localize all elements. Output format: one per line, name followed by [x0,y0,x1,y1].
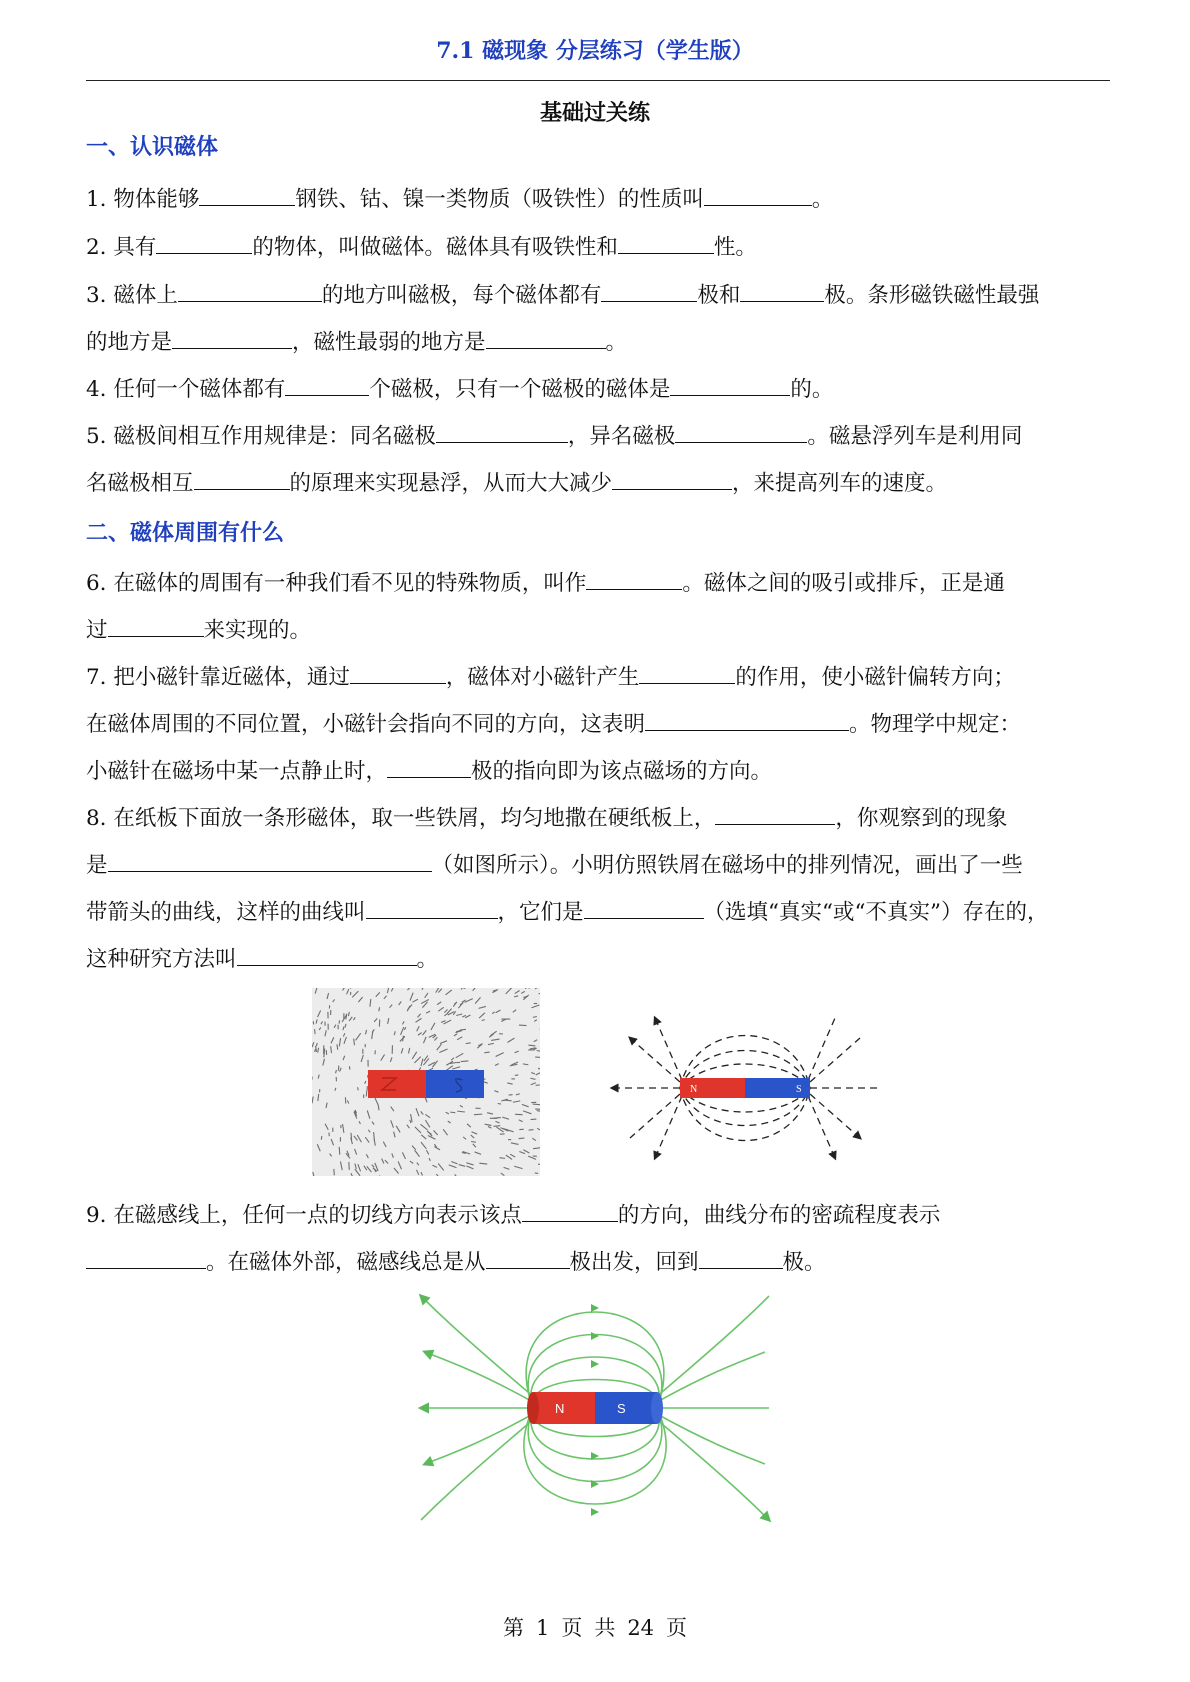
iron-filing [498,1103,501,1104]
iron-filing [493,1126,500,1127]
question-7-cont: 在磁体周围的不同位置，小磁针会指向不同的方向，这表明 。物理学中规定： [86,701,1110,748]
iron-filing [482,1020,485,1021]
question-8-cont: 是 （如图所示）。小明仿照铁屑在磁场中的排列情况，画出了一些 [86,842,1110,889]
answer-blank[interactable] [350,661,446,684]
question-2: 2. 具有 的物体，叫做磁体。磁体具有吸铁性和 性。 [86,224,1110,271]
iron-filing [529,1130,534,1131]
answer-blank[interactable] [178,279,322,302]
answer-blank[interactable] [601,279,697,302]
iron-filing [351,1133,352,1140]
question-8-cont2: 带箭头的曲线，这样的曲线叫 ，它们是 （选填“真实“或“不真实”）存在的， [86,889,1110,936]
question-5: 5. 磁极间相互作用规律是：同名磁极 ，异名磁极 。磁悬浮列车是利用同 [86,413,1110,460]
iron-filing [471,1142,476,1143]
pole-label-n: N [555,1401,565,1416]
pole-label-s: S [617,1401,626,1416]
answer-blank[interactable] [156,231,252,254]
answer-blank[interactable] [285,373,369,396]
question-7: 7. 把小磁针靠近磁体，通过 ，磁体对小磁针产生 的作用，使小磁针偏转方向； [86,654,1110,701]
answer-blank[interactable] [612,467,732,490]
iron-filing [379,1007,380,1011]
answer-blank[interactable] [699,1246,783,1269]
iron-filings-figure [312,988,540,1176]
question-6: 6. 在磁体的周围有一种我们看不见的特殊物质，叫作 。磁体之间的吸引或排斥，正是通 [86,560,1110,607]
question-9-cont: 。在磁体外部，磁感线总是从 极出发，回到 极。 [86,1239,1110,1286]
iron-filing [515,1075,518,1076]
magnet-south-half [595,1392,657,1424]
answer-blank[interactable] [199,183,295,206]
question-5-cont: 名磁极相互 的原理来实现悬浮，从而大大减少 ，来提高列车的速度。 [86,460,1110,507]
iron-filing [504,1100,512,1101]
iron-filing [493,1118,500,1119]
question-1: 1. 物体能够 钢铁、钴、镍一类物质（吸铁性）的性质叫 。 [86,176,1110,223]
iron-filing [484,1052,489,1053]
iron-filing [339,1020,340,1023]
answer-blank[interactable] [522,1199,618,1222]
iron-filing [461,1061,469,1062]
question-3: 3. 磁体上 的地方叫磁极，每个磁体都有 极和 极。条形磁铁磁性最强 [86,272,1110,319]
magnet-north-half [368,1070,426,1098]
answer-blank[interactable] [486,326,606,349]
iron-filing [450,1112,455,1113]
answer-blank[interactable] [172,326,292,349]
answer-blank[interactable] [670,373,790,396]
section-subtitle: 基础过关练 [539,100,650,126]
green-field-lines-figure [415,1290,775,1536]
iron-filing [358,1087,359,1090]
answer-blank[interactable] [387,755,471,778]
answer-blank[interactable] [486,1246,570,1269]
question-8-cont3: 这种研究方法叫 。 [86,936,1110,983]
answer-blank[interactable] [436,420,568,443]
answer-blank[interactable] [704,183,812,206]
iron-filing [533,1104,540,1105]
page-title: 7.1 磁现象 分层练习（学生版） [436,38,754,64]
question-9: 9. 在磁感线上，任何一点的切线方向表示该点 的方向，曲线分布的密疏程度表示 [86,1192,1110,1239]
section-heading-2: 二、磁体周围有什么 [86,520,285,546]
header-divider [86,80,1110,81]
answer-blank[interactable] [645,708,849,731]
magnet-south-half [426,1070,484,1098]
question-3-cont: 的地方是 ，磁性最弱的地方是 。 [86,319,1110,366]
field-lines-diagram [610,1010,880,1165]
answer-blank[interactable] [366,896,498,919]
answer-blank[interactable] [237,943,417,966]
answer-blank[interactable] [586,567,682,590]
question-7-cont2: 小磁针在磁场中某一点静止时， 极的指向即为该点磁场的方向。 [86,748,1110,795]
answer-blank[interactable] [715,802,835,825]
question-6-cont: 过 来实现的。 [86,607,1110,654]
iron-filing [337,1044,338,1049]
iron-filing [339,1147,340,1155]
pole-label-s: S [796,1084,802,1095]
question-4: 4. 任何一个磁体都有 个磁极，只有一个磁极的磁体是 的。 [86,366,1110,413]
answer-blank[interactable] [675,420,807,443]
answer-blank[interactable] [618,231,714,254]
answer-blank[interactable] [86,1246,206,1269]
question-8: 8. 在纸板下面放一条形磁体，取一些铁屑，均匀地撒在硬纸板上， ，你观察到的现象 [86,795,1110,842]
answer-blank[interactable] [194,467,290,490]
iron-filing [535,1173,538,1174]
answer-blank[interactable] [108,614,204,637]
iron-filing [474,1114,482,1115]
pole-label-n: N [690,1084,698,1095]
answer-blank[interactable] [584,896,704,919]
iron-filing [321,1136,322,1140]
answer-blank[interactable] [108,849,432,872]
iron-filing [539,993,540,994]
answer-blank[interactable] [639,661,735,684]
iron-filing [460,1029,466,1030]
section-heading-1: 一、认识磁体 [86,134,219,160]
iron-filing [499,1158,505,1159]
page-footer: 第 1 页 共 24 页 [502,1616,688,1640]
iron-filing [366,1090,367,1096]
answer-blank[interactable] [740,279,824,302]
